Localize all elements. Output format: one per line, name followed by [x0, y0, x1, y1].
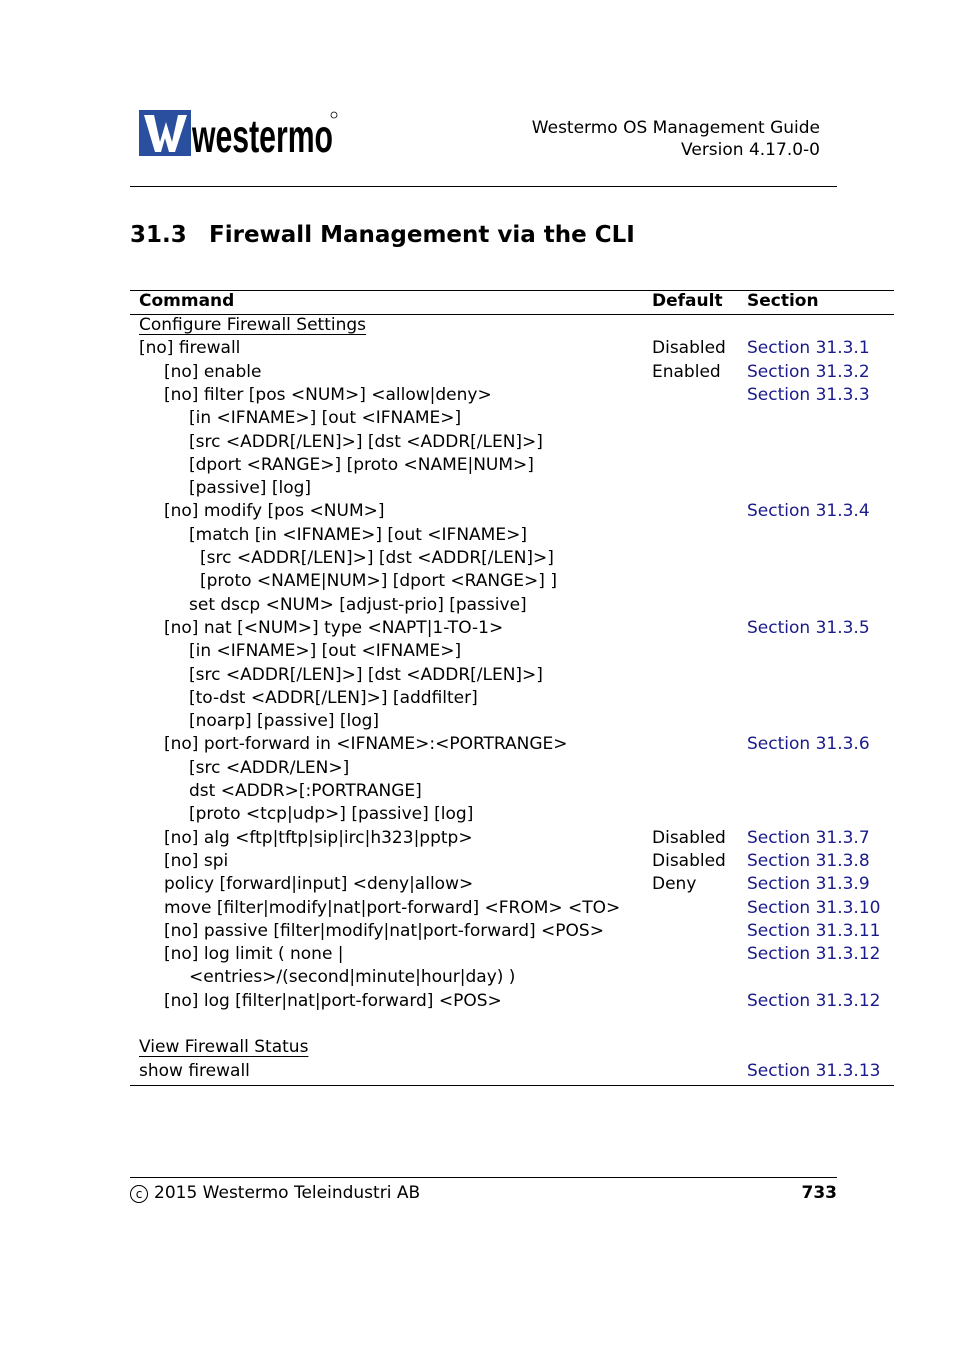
- table-bottom-rule: [130, 1085, 894, 1086]
- command-cell: [no] enable: [164, 361, 262, 382]
- section-link[interactable]: Section 31.3.3: [747, 384, 870, 405]
- table-row: [0, 850, 954, 873]
- command-cell: [noarp] [passive] [log]: [189, 711, 380, 732]
- table-row: [0, 966, 954, 989]
- command-cell: [no] alg <ftp|tftp|sip|irc|h323|pptp>: [164, 827, 473, 848]
- section-link[interactable]: Section 31.3.6: [747, 734, 870, 755]
- table-row: [0, 407, 954, 430]
- column-header-section: Section: [747, 291, 819, 311]
- footer-rule: [130, 1177, 837, 1178]
- command-cell: [proto <tcp|udp>] [passive] [log]: [189, 804, 474, 825]
- table-row: [0, 431, 954, 454]
- command-cell: show firewall: [139, 1060, 250, 1081]
- section-number: 31.3: [130, 222, 187, 248]
- table-row: [0, 1036, 954, 1059]
- table-row: [0, 943, 954, 966]
- command-cell: [no] log [filter|nat|port-forward] <POS>: [164, 990, 502, 1011]
- command-cell: [dport <RANGE>] [proto <NAME|NUM>]: [189, 454, 534, 475]
- section-link[interactable]: Section 31.3.4: [747, 501, 870, 522]
- command-cell: [src <ADDR[/LEN]>] [dst <ADDR[/LEN]>]: [189, 664, 543, 685]
- table-row: [0, 827, 954, 850]
- command-cell: [passive] [log]: [189, 478, 312, 499]
- command-cell: [src <ADDR/LEN>]: [189, 757, 350, 778]
- table-row: [0, 547, 954, 570]
- footer-copyright: [130, 1182, 420, 1204]
- section-link[interactable]: Section 31.3.7: [747, 827, 870, 848]
- section-link[interactable]: Section 31.3.11: [747, 920, 881, 941]
- table-row: [0, 337, 954, 360]
- table-row: [0, 594, 954, 617]
- table-row: [0, 524, 954, 547]
- table-row: [0, 664, 954, 687]
- group-heading: Configure Firewall Settings: [139, 315, 367, 335]
- table-row: [0, 617, 954, 640]
- table-row: [0, 803, 954, 826]
- command-cell: [no] port-forward in <IFNAME>:<PORTRANGE>: [164, 734, 568, 755]
- table-row: [0, 384, 954, 407]
- table-row: [0, 361, 954, 384]
- section-link[interactable]: Section 31.3.9: [747, 874, 870, 895]
- command-cell: [src <ADDR[/LEN]>] [dst <ADDR[/LEN]>]: [200, 548, 554, 568]
- command-cell: [no] modify [pos <NUM>]: [164, 501, 385, 522]
- table-row: [0, 920, 954, 943]
- command-cell: move [filter|modify|nat|port-forward] <FROM> <TO>: [164, 897, 621, 918]
- table-row: [0, 570, 954, 593]
- page-number: 733: [801, 1183, 837, 1203]
- column-header-default: Default: [652, 291, 723, 311]
- table-row: [0, 500, 954, 523]
- table-row: [0, 1060, 954, 1083]
- logo-wordmark: westermo: [191, 110, 333, 162]
- table-row: [0, 710, 954, 733]
- copyright-icon: c: [130, 1185, 148, 1203]
- command-cell: <entries>/(second|minute|hour|day) ): [189, 967, 516, 988]
- default-cell: Disabled: [652, 338, 726, 359]
- guide-version: Version 4.17.0-0: [681, 140, 820, 160]
- command-cell: [no] passive [filter|modify|nat|port-forward] <POS>: [164, 920, 604, 941]
- default-cell: Deny: [652, 874, 697, 895]
- table-row: [0, 873, 954, 896]
- section-link[interactable]: Section 31.3.1: [747, 338, 870, 359]
- table-row: [0, 314, 954, 337]
- section-link[interactable]: Section 31.3.5: [747, 617, 870, 638]
- group-heading: View Firewall Status: [139, 1037, 309, 1058]
- table-row: [0, 780, 954, 803]
- table-row: [0, 687, 954, 710]
- command-cell: [no] log limit ( none |: [164, 944, 344, 965]
- header-rule: [130, 186, 837, 187]
- section-title: Firewall Management via the CLI: [209, 222, 635, 248]
- column-header-command: Command: [139, 291, 235, 311]
- section-link[interactable]: Section 31.3.12: [747, 990, 881, 1011]
- guide-title: Westermo OS Management Guide: [531, 118, 820, 138]
- command-cell: policy [forward|input] <deny|allow>: [164, 874, 474, 895]
- command-cell: [no] nat [<NUM>] type <NAPT|1-TO-1>: [164, 617, 504, 638]
- section-heading: [130, 220, 635, 250]
- section-link[interactable]: Section 31.3.2: [747, 361, 870, 382]
- command-cell: [no] filter [pos <NUM>] <allow|deny>: [164, 384, 492, 405]
- table-row: [0, 454, 954, 477]
- section-link[interactable]: Section 31.3.13: [747, 1060, 881, 1081]
- command-cell: set dscp <NUM> [adjust-prio] [passive]: [189, 594, 527, 615]
- command-cell: [no] spi: [164, 850, 229, 871]
- default-cell: Disabled: [652, 850, 726, 871]
- section-link[interactable]: Section 31.3.12: [747, 944, 881, 965]
- westermo-logo: [139, 110, 339, 162]
- default-cell: Enabled: [652, 361, 721, 382]
- table-row: [0, 897, 954, 920]
- command-cell: [in <IFNAME>] [out <IFNAME>]: [189, 641, 462, 662]
- command-cell: [in <IFNAME>] [out <IFNAME>]: [189, 408, 462, 429]
- table-row: [0, 757, 954, 780]
- command-cell: [no] firewall: [139, 338, 241, 359]
- command-cell: dst <ADDR>[:PORTRANGE]: [189, 781, 422, 801]
- command-cell: [match [in <IFNAME>] [out <IFNAME>]: [189, 524, 527, 545]
- section-link[interactable]: Section 31.3.10: [747, 897, 881, 918]
- table-row: [0, 1013, 954, 1036]
- table-row: [0, 990, 954, 1013]
- table-row: [0, 477, 954, 500]
- copyright-text: 2015 Westermo Teleindustri AB: [154, 1183, 421, 1203]
- table-row: [0, 640, 954, 663]
- default-cell: Disabled: [652, 827, 726, 848]
- command-cell: [src <ADDR[/LEN]>] [dst <ADDR[/LEN]>]: [189, 431, 543, 452]
- command-cell: [to-dst <ADDR[/LEN]>] [addfilter]: [189, 687, 478, 708]
- table-row: [0, 733, 954, 756]
- section-link[interactable]: Section 31.3.8: [747, 850, 870, 871]
- command-cell: [proto <NAME|NUM>] [dport <RANGE>] ]: [200, 571, 557, 592]
